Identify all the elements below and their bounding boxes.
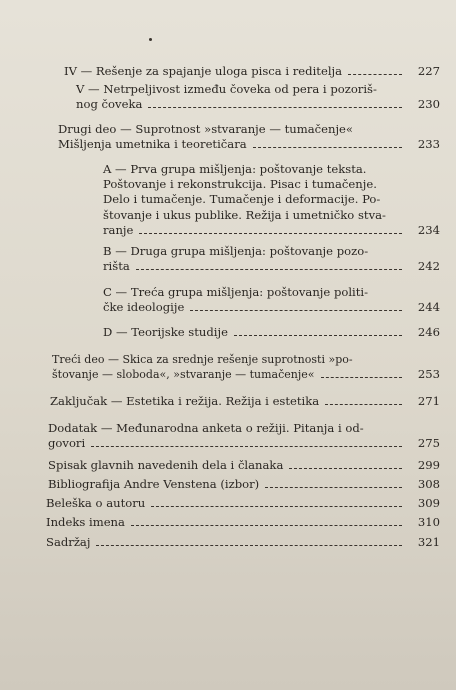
- toc-entry: [48, 458, 440, 473]
- toc-leader: [253, 147, 402, 148]
- toc-entry-text: D — Teorijske studije: [103, 325, 228, 339]
- toc-entry-text: Poštovanje i rekonstrukcija. Pisac i tumačenje.: [103, 177, 377, 192]
- toc-entry-text: nog čoveka: [76, 97, 143, 112]
- toc-leader: [289, 468, 402, 469]
- toc-entry: [46, 496, 440, 511]
- toc-page-number: 230: [417, 97, 440, 112]
- toc-entry-text: Zaključak — Estetika i režija. Režija i estetika: [50, 394, 320, 408]
- toc-page-number: 271: [417, 394, 440, 408]
- toc-page-number: 309: [417, 496, 440, 510]
- toc-page-number: 233: [417, 137, 440, 152]
- toc-entry: [46, 515, 440, 530]
- toc-page-number: 242: [417, 259, 440, 274]
- toc-entry-text: štovanje i ukus publike. Režija i umetničko stva-: [103, 207, 386, 222]
- toc-entry: [64, 64, 440, 79]
- toc-entry-text: Indeks imena: [46, 515, 125, 529]
- toc-leader: [325, 404, 402, 405]
- toc-entry: [50, 394, 440, 409]
- toc-entry-text: Delo i tumačenje. Tumačenje i deformacije. Po-: [103, 192, 381, 207]
- toc-part-heading: [52, 352, 440, 382]
- toc-leader: [151, 506, 402, 507]
- toc-page-number: 234: [417, 222, 440, 237]
- ink-speck: [149, 38, 152, 41]
- toc-entry-text: štovanje — sloboda«, »stvaranje — tumačenje«: [52, 368, 315, 382]
- toc-entry-text: Mišljenja umetnika i teoretičara: [58, 137, 247, 152]
- toc-entry-text: V — Netrpeljivost između čoveka od pera i pozoriš-: [76, 82, 377, 96]
- toc-page-number: 275: [417, 436, 440, 451]
- toc-entry: [103, 162, 440, 238]
- toc-entry-text: Bibliografija Andre Venstena (izbor): [48, 477, 260, 491]
- toc-entry-text: govori: [48, 436, 86, 451]
- toc-entry: [103, 285, 440, 315]
- toc-entry-text: Beleška o autoru: [46, 496, 146, 510]
- toc-page-number: 310: [417, 515, 440, 529]
- toc-entry: [48, 477, 440, 492]
- toc-entry-text: rišta: [103, 259, 130, 274]
- toc-entry-text: A — Prva grupa mišljenja: poštovanje teksta.: [103, 162, 367, 176]
- toc-entry-text: B — Druga grupa mišljenja: poštovanje pozo-: [103, 244, 369, 258]
- toc-entry-text: Treći deo — Skica za srednje rešenje suprotnosti »po-: [52, 353, 353, 366]
- toc-page-number: 299: [417, 458, 440, 472]
- toc-leader: [136, 269, 402, 270]
- toc-part-heading: [58, 122, 440, 152]
- toc-leader: [131, 525, 402, 526]
- toc-entry-text: ranje: [103, 222, 134, 237]
- toc-page-number: 253: [417, 367, 440, 382]
- toc-entry-text: čke ideologije: [103, 300, 185, 315]
- toc-entry: [103, 244, 440, 274]
- toc-entry-text: Spisak glavnih navedenih dela i članaka: [48, 458, 284, 472]
- toc-leader: [139, 233, 402, 234]
- toc-entry-text: Sadržaj: [46, 535, 91, 549]
- toc-leader: [321, 377, 402, 378]
- toc-entry-text: Drugi deo — Suprotnost »stvaranje — tumačenje«: [58, 122, 354, 136]
- toc-entry-text: Dodatak — Međunarodna anketa o režiji. Pitanja i od-: [48, 421, 364, 435]
- toc-leader: [190, 310, 402, 311]
- toc-page-number: 227: [417, 64, 440, 78]
- toc-leader: [234, 335, 402, 336]
- toc-leader: [348, 74, 402, 75]
- toc-page-number: 308: [417, 477, 440, 491]
- toc-leader: [96, 545, 402, 546]
- toc-entry: [103, 325, 440, 340]
- toc-entry: [48, 421, 440, 451]
- toc-leader: [148, 107, 402, 108]
- toc-page-number: 244: [417, 300, 440, 315]
- toc-leader: [265, 487, 402, 488]
- toc-page-number: 246: [417, 325, 440, 339]
- toc-entry: [46, 535, 440, 550]
- toc-leader: [91, 446, 402, 447]
- toc-entry-text: C — Treća grupa mišljenja: poštovanje politi-: [103, 285, 369, 299]
- toc-page-number: 321: [417, 535, 440, 549]
- toc-entry: [64, 82, 440, 112]
- toc-entry-text: IV — Rešenje za spajanje uloga pisca i reditelja: [64, 64, 343, 78]
